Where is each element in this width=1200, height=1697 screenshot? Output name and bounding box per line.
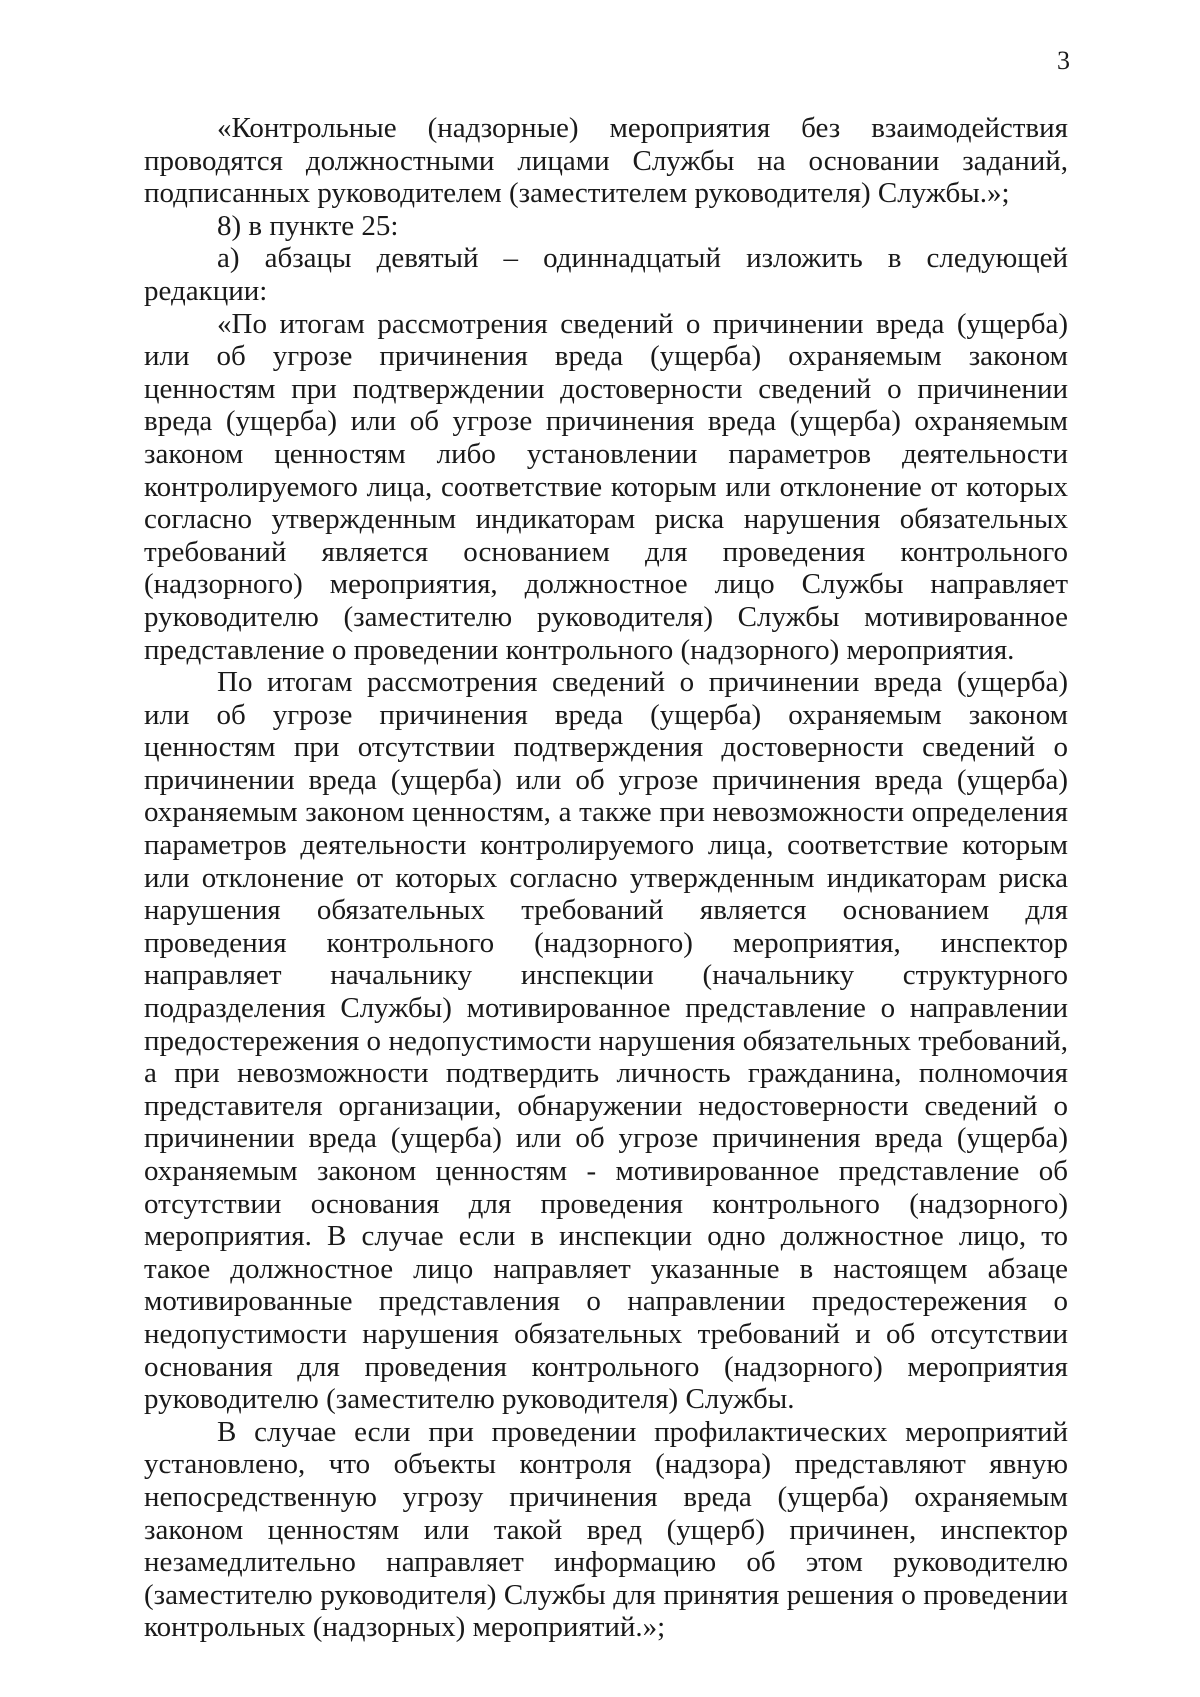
paragraph-preventive-measures: В случае если при проведении профилактических мероприятий установлено, что объекты контроля (надзора) представляют явную непосредственную угрозу причинения вреда (ущерба) охраняемым законом ценностям или такой вред (ущерб) причинен, инспектор незамедлительно направляет информацию об этом руководителю (заместителю руководителя) Службы для принятия решения о проведении контрольных (надзорных) мероприятий.»; (144, 1415, 1068, 1644)
paragraph-subitem-a: а) абзацы девятый – одиннадцатый изложить в следующей редакции: (144, 242, 1068, 307)
paragraph-control-measures: «Контрольные (надзорные) мероприятия без взаимодействия проводятся должностными лицами Службы на основании заданий, подписанных руководителем (заместителем руководителя) Службы.»; (144, 112, 1068, 210)
paragraph-no-confirmation: По итогам рассмотрения сведений о причинении вреда (ущерба) или об угрозе причинения вреда (ущерба) охраняемым законом ценностям при отсутствии подтверждения достоверности сведений о причинении вреда (ущерба) или об угрозе причинения вреда (ущерба) охраняемым законом ценностям, а также при невозможности определения параметров деятельности контролируемого лица, соответствие которым или отклонение от которых согласно утвержденным индикаторам риска нарушения обязательных требований является основанием для проведения контрольного (надзорного) мероприятия, инспектор направляет начальнику инспекции (начальнику структурного подразделения Службы) мотивированное представление о направлении предостережения о недопустимости нарушения обязательных требований, а при невозможности подтвердить личность гражданина, полномочия представителя организации, обнаружении недостоверности сведений о причинении вреда (ущерба) или об угрозе причинения вреда (ущерба) охраняемым законом ценностям - мотивированное представление об отсутствии основания для проведения контрольного (надзорного) мероприятия. В случае если в инспекции одно должностное лицо, то такое должностное лицо направляет указанные в настоящем абзаце мотивированные представления о направлении предостережения о недопустимости нарушения обязательных требований и об отсутствии основания для проведения контрольного (надзорного) мероприятия руководителю (заместителю руководителя) Службы. (144, 666, 1068, 1416)
paragraph-confirmation: «По итогам рассмотрения сведений о причинении вреда (ущерба) или об угрозе причинения вреда (ущерба) охраняемым законом ценностям при подтверждении достоверности сведений о причинении вреда (ущерба) или об угрозе причинения вреда (ущерба) охраняемым законом ценностям либо установлении параметров деятельности контролируемого лица, соответствие которым или отклонение от которых согласно утвержденным индикаторам риска нарушения обязательных требований является основанием для проведения контрольного (надзорного) мероприятия, должностное лицо Службы направляет руководителю (заместителю руководителя) Службы мотивированное представление о проведении контрольного (надзорного) мероприятия. (144, 307, 1068, 666)
paragraph-item-8: 8) в пункте 25: (217, 209, 399, 242)
document-body (144, 112, 1068, 1644)
page-number: 3 (1057, 46, 1070, 75)
